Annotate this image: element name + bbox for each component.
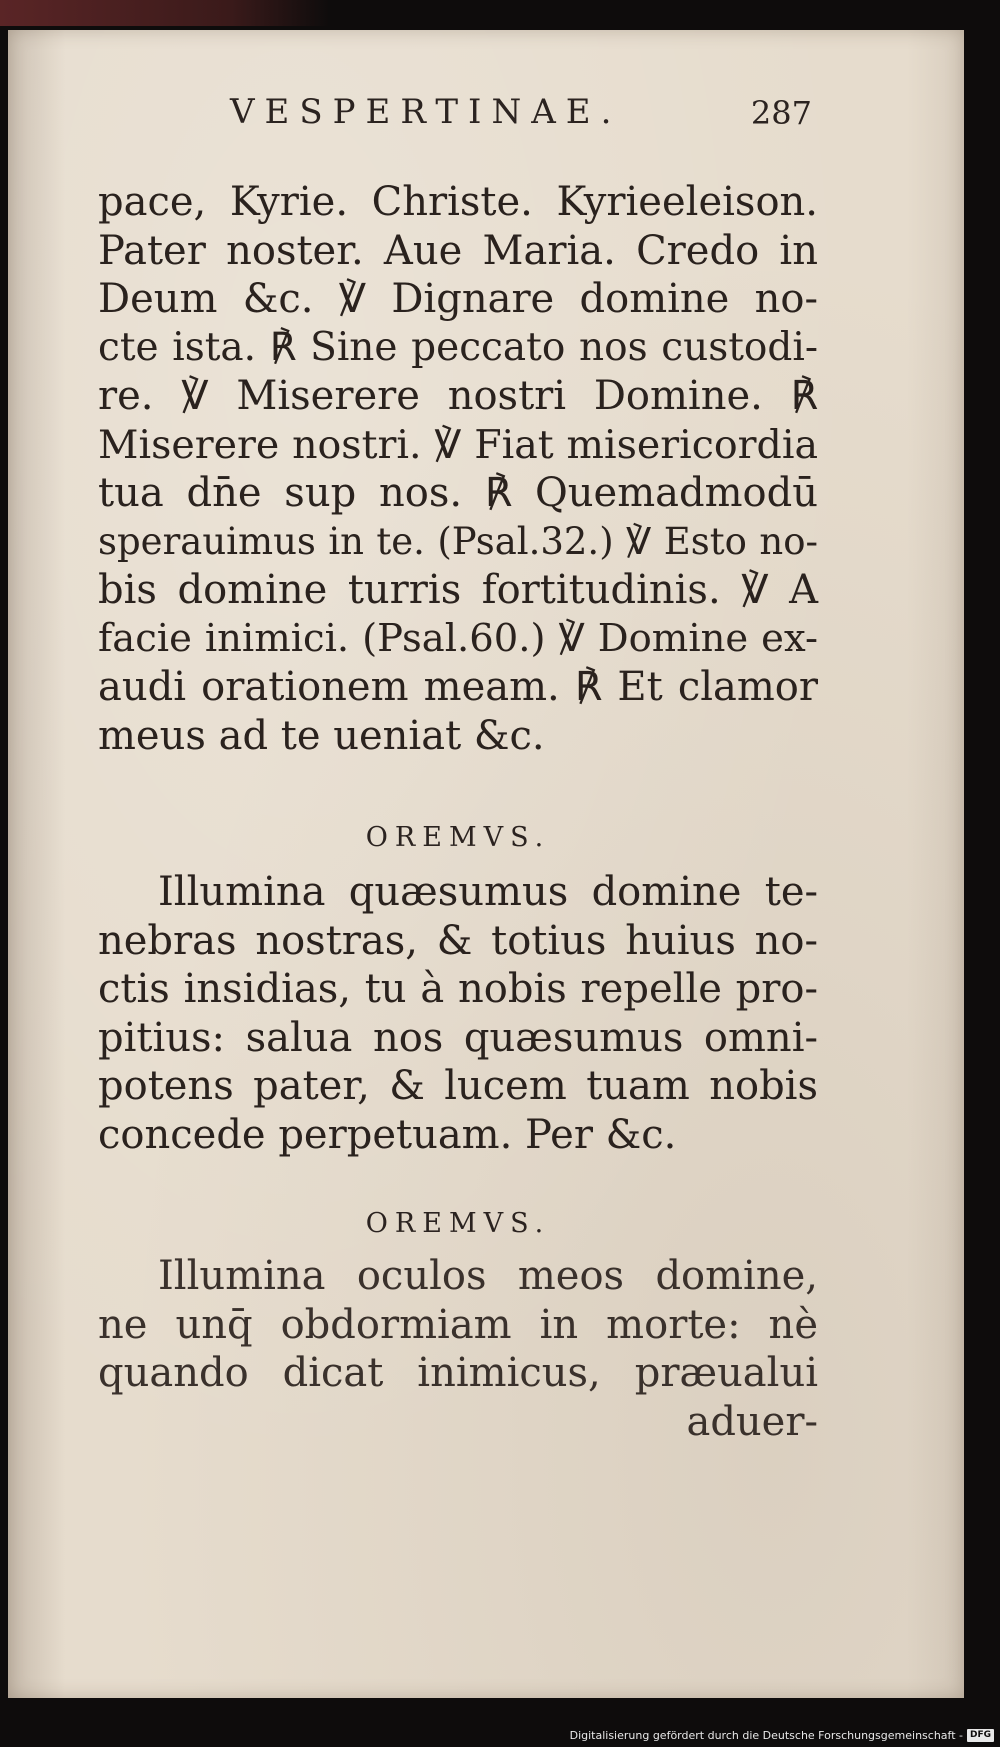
text-line: concede perpetuam. Per &c.	[98, 1111, 677, 1158]
text-line: Deum &c. ℣ Dignare domine no-	[98, 276, 818, 322]
text-line: pace, Kyrie. Christe. Kyrieeleison.	[98, 179, 818, 225]
text-line: quando dicat inimicus, præualui	[98, 1350, 818, 1396]
text-line: pitius: salua nos quæsumus omni-	[98, 1014, 818, 1061]
paragraph-prayer-2	[98, 1252, 818, 1446]
credit-text: Digitalisierung gefördert durch die Deutsche Forschungsgemeinschaft -	[569, 1728, 963, 1742]
text-line: bis domine turris fortitudinis. ℣ A	[98, 567, 818, 613]
section-heading: OREMVS.	[365, 822, 551, 853]
text-line: Illumina quæsumus domine te-	[158, 869, 818, 915]
text-line: meus ad te ueniat &c.	[98, 712, 545, 759]
running-head-title: VESPERTINAE.	[230, 92, 622, 132]
text-line: audi orationem meam. ℟ Et clamor	[98, 664, 818, 710]
text-line: Illumina oculos meos domine,	[158, 1253, 818, 1299]
section-heading: OREMVS.	[365, 1208, 551, 1239]
text-line: ctis insidias, tu à nobis repelle pro-	[98, 966, 818, 1012]
running-head	[98, 88, 818, 138]
text-line: Pater noster. Aue Maria. Credo in	[98, 227, 818, 274]
text-line: facie inimici. (Psal.60.) ℣ Domine ex-	[98, 615, 818, 661]
dfg-logo: DFG	[967, 1729, 994, 1742]
text-line: tua dn̄e sup nos. ℟ Quemadmodū	[98, 470, 818, 516]
text-line: ne unq̄ obdormiam in morte: nè	[98, 1301, 818, 1348]
text-line: potens pater, & lucem tuam nobis	[98, 1063, 818, 1109]
text-line: sperauimus in te. (Psal.32.) ℣ Esto no-	[98, 519, 818, 563]
catchword: aduer-	[686, 1398, 818, 1445]
digitization-credit	[570, 1727, 994, 1743]
text-line: Miserere nostri. ℣ Fiat misericordia	[98, 421, 818, 468]
text-line: re. ℣ Miserere nostri Domine. ℟	[98, 373, 818, 419]
scan-edge-tint	[0, 0, 330, 26]
page-number: 287	[750, 94, 812, 132]
text-line: nebras nostras, & totius huius no-	[98, 917, 818, 964]
book-page	[8, 30, 964, 1698]
paragraph-versicles	[98, 178, 818, 760]
text-line: cte ista. ℟ Sine peccato nos custodi-	[98, 324, 818, 370]
paragraph-prayer-1	[98, 868, 818, 1159]
